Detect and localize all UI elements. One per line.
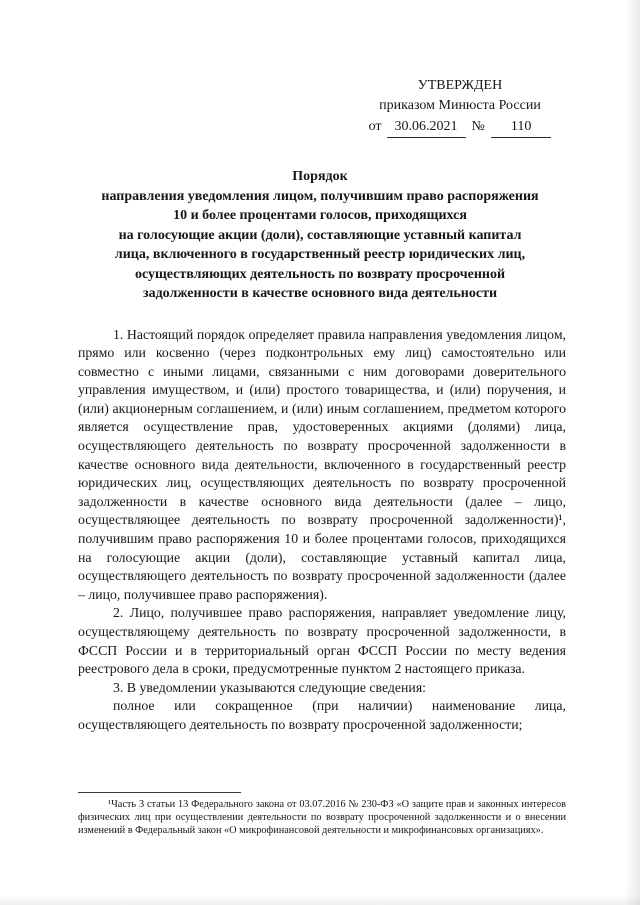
paragraph-3-item-1: полное или сокращенное (при наличии) наименование лица, осуществляющего деятельность по возврату просроченной задолженности; <box>78 698 566 732</box>
approval-status: УТВЕРЖДЕН <box>417 78 503 93</box>
approval-number-sign: № <box>471 119 485 134</box>
footnote-text: ¹Часть 3 статьи 13 Федерального закона от 03.07.2016 № 230-ФЗ «О защите прав и законных интересов физических лиц при осуществлении деятельности по возврату просроченной задолженности и о внесении изменений в Федеральный закон «О микрофинансовой деятельности и микрофинансовых организациях». <box>78 799 566 837</box>
title-line-4: на голосующие акции (доли), составляющие уставный капитал <box>118 227 522 243</box>
paragraph-2: 2. Лицо, получившее право распоряжения, направляет уведомление лицу, осуществляющему деятельность по возврату просроченной задолженности, в ФССП России и в территориальный орган ФССП России по месту ведения реестрового дела в сроки, предусмотренные пунктом 2 настоящего приказа. <box>78 605 566 677</box>
document-title <box>0 167 640 304</box>
footnote-block <box>0 786 640 905</box>
approval-by: приказом Минюста России <box>379 98 541 113</box>
approval-date-prefix: от <box>368 119 382 134</box>
title-line-7: задолженности в качестве основного вида деятельности <box>142 286 498 301</box>
approval-date-line <box>342 117 578 138</box>
title-line-5: лица, включенного в государственный реестр юридических лиц, <box>114 247 526 262</box>
title-line-6: осуществляющих деятельность по возврату просроченной <box>134 266 506 282</box>
paragraph-3: 3. В уведомлении указываются следующие сведения: <box>113 679 426 695</box>
title-line-3: 10 и более процентами голосов, приходящихся <box>173 208 467 223</box>
document-body <box>78 326 566 735</box>
approval-number-value: 110 <box>491 117 551 138</box>
title-line-2: направления уведомления лицом, получившим право распоряжения <box>101 188 539 204</box>
title-line-1: Порядок <box>292 169 348 184</box>
paragraph-1: 1. Настоящий порядок определяет правила направления уведомления лицом, прямо или косвенно (через подконтрольных ему лиц) самостоятельно или совместно с иными лицами, связанными с ним договорами доверительного управления имуществом, и (или) простого товарищества, и (или) поручения, и (или) акционерным соглашением, и (или) иным соглашением, предметом которого является осуществление прав, удостоверенных акциями (долями) лица, осуществляющего деятельность по возврату просроченной задолженности в качестве основного вида деятельности, включенного в государственный реестр юридических лиц, осуществляющих деятельность по возврату просроченной задолженности в качестве основного вида деятельности (далее – лицо, осуществляющее деятельность по возврату просроченной задолженности)¹, получившим право распоряжения 10 и более процентами голосов, приходящихся на голосующие акции (доли), составляющие уставный капитал лица, осуществляющего деятельность по возврату просроченной задолженности (далее – лицо, получившее право распоряжения). <box>78 326 566 602</box>
approval-block <box>342 0 578 138</box>
approval-date-value: 30.06.2021 <box>387 117 466 138</box>
footnote-separator <box>78 792 241 793</box>
